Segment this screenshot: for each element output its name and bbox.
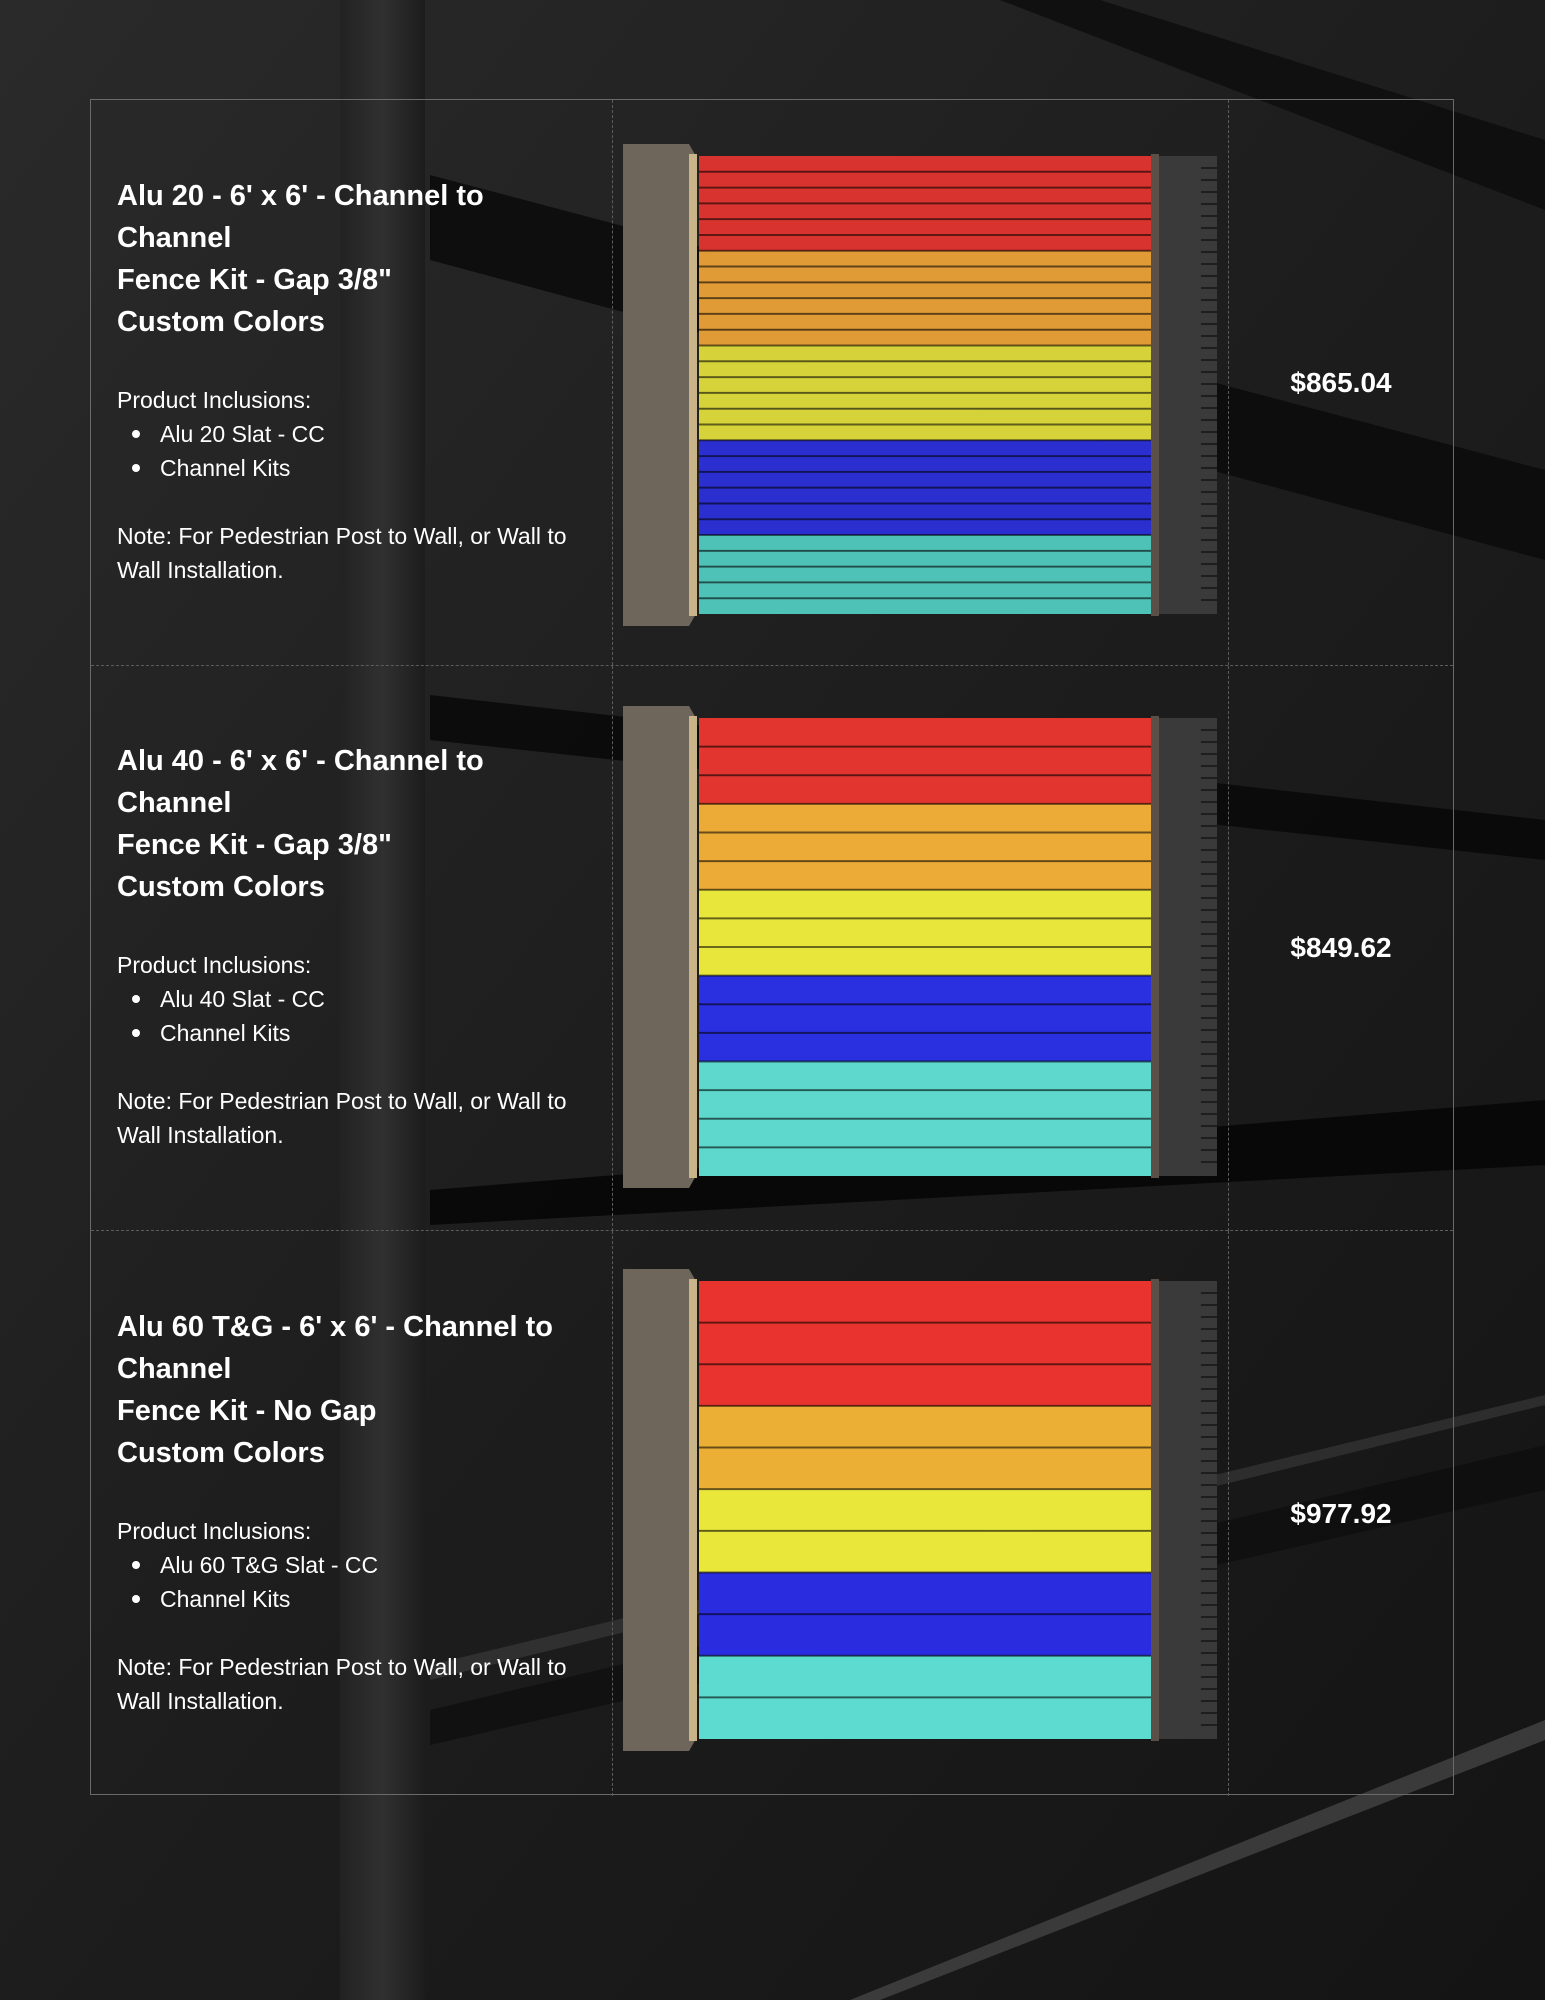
slat (699, 947, 1151, 976)
slat (699, 747, 1151, 776)
bullet-icon (132, 995, 140, 1003)
slat (699, 1090, 1151, 1119)
fence-kit-image (623, 1269, 1223, 1751)
slat (699, 976, 1151, 1005)
slat (699, 488, 1151, 504)
product-image-cell (613, 1231, 1229, 1796)
list-item: Channel Kits (117, 1016, 325, 1050)
slat (699, 1033, 1151, 1062)
product-row (91, 100, 1453, 665)
slat (699, 775, 1151, 804)
slat (699, 203, 1151, 219)
product-inclusions-list (117, 982, 325, 1050)
slat (699, 377, 1151, 393)
bullet-icon (132, 1595, 140, 1603)
slat (699, 251, 1151, 267)
slat (699, 409, 1151, 425)
slat (699, 519, 1151, 535)
slat (699, 567, 1151, 583)
slat (699, 582, 1151, 598)
slat (699, 1062, 1151, 1091)
slat (699, 1119, 1151, 1148)
left-channel-trim (689, 716, 697, 1178)
product-inclusions-label: Product Inclusions: (117, 1518, 312, 1544)
product-row (91, 665, 1453, 1231)
slat (699, 1614, 1151, 1656)
fence-kit-image (623, 144, 1223, 626)
slat (699, 1489, 1151, 1531)
product-price-cell (1229, 100, 1453, 665)
slat (699, 1364, 1151, 1406)
slat (699, 330, 1151, 346)
list-item: Channel Kits (117, 1582, 378, 1616)
slat (699, 718, 1151, 747)
slat (699, 1281, 1151, 1323)
bullet-icon (132, 430, 140, 438)
slat (699, 1572, 1151, 1614)
slat (699, 156, 1151, 172)
slat (699, 314, 1151, 330)
product-price-cell (1229, 666, 1453, 1231)
slat (699, 393, 1151, 409)
product-title: Alu 20 - 6' x 6' - Channel to Channel Fence Kit - Gap 3/8" Custom Colors (117, 180, 484, 338)
slat (699, 282, 1151, 298)
bullet-icon (132, 464, 140, 472)
product-price: $977.92 (1290, 1498, 1392, 1529)
product-note: Note: For Pedestrian Post to Wall, or Wall to Wall Installation. (117, 1654, 567, 1714)
product-note: Note: For Pedestrian Post to Wall, or Wall to Wall Installation. (117, 523, 567, 583)
slat (699, 861, 1151, 890)
product-catalog (90, 99, 1454, 1795)
slat (699, 1531, 1151, 1573)
slat (699, 804, 1151, 833)
slat (699, 424, 1151, 440)
right-channel-trim (1151, 154, 1159, 616)
slat (699, 1656, 1151, 1698)
product-inclusions-list (117, 1548, 378, 1616)
bullet-icon (132, 1561, 140, 1569)
slat (699, 1323, 1151, 1365)
slat (699, 1448, 1151, 1490)
product-title: Alu 60 T&G - 6' x 6' - Channel to Channel Fence Kit - No Gap Custom Colors (117, 1311, 553, 1469)
product-title: Alu 40 - 6' x 6' - Channel to Channel Fence Kit - Gap 3/8" Custom Colors (117, 745, 484, 903)
list-item: Alu 60 T&G Slat - CC (117, 1548, 378, 1582)
slat (699, 456, 1151, 472)
product-image-cell (613, 100, 1229, 665)
slat (699, 298, 1151, 314)
slat (699, 890, 1151, 919)
slat (699, 503, 1151, 519)
product-note: Note: For Pedestrian Post to Wall, or Wall to Wall Installation. (117, 1088, 567, 1148)
product-price-cell (1229, 1231, 1453, 1796)
product-inclusions-list (117, 417, 325, 485)
slat (699, 188, 1151, 204)
left-channel-trim (689, 154, 697, 616)
slat (699, 346, 1151, 362)
left-channel-trim (689, 1279, 697, 1741)
slat (699, 1004, 1151, 1033)
right-channel-trim (1151, 1279, 1159, 1741)
slat (699, 918, 1151, 947)
product-image-cell (613, 666, 1229, 1231)
product-row (91, 1230, 1453, 1796)
fence-svg (623, 1269, 1223, 1751)
product-price: $865.04 (1290, 367, 1392, 398)
fence-svg (623, 706, 1223, 1188)
slat (699, 235, 1151, 251)
list-item: Alu 40 Slat - CC (117, 982, 325, 1016)
slat (699, 551, 1151, 567)
slat (699, 535, 1151, 551)
slat (699, 267, 1151, 283)
fence-kit-image (623, 706, 1223, 1188)
slat (699, 833, 1151, 862)
slat (699, 219, 1151, 235)
slat (699, 598, 1151, 614)
left-post (623, 706, 697, 1188)
slat (699, 1147, 1151, 1176)
slat (699, 1406, 1151, 1448)
slat (699, 472, 1151, 488)
slat (699, 440, 1151, 456)
product-inclusions-label: Product Inclusions: (117, 952, 312, 978)
product-description-cell (91, 100, 613, 665)
fence-svg (623, 144, 1223, 626)
left-post (623, 1269, 697, 1751)
product-description-cell (91, 666, 613, 1231)
list-item: Alu 20 Slat - CC (117, 417, 325, 451)
slat (699, 172, 1151, 188)
slat (699, 1697, 1151, 1739)
bullet-icon (132, 1029, 140, 1037)
product-inclusions-label: Product Inclusions: (117, 387, 312, 413)
product-description-cell (91, 1231, 613, 1796)
product-price: $849.62 (1290, 932, 1392, 963)
slat (699, 361, 1151, 377)
list-item: Channel Kits (117, 451, 325, 485)
right-channel-trim (1151, 716, 1159, 1178)
left-post (623, 144, 697, 626)
